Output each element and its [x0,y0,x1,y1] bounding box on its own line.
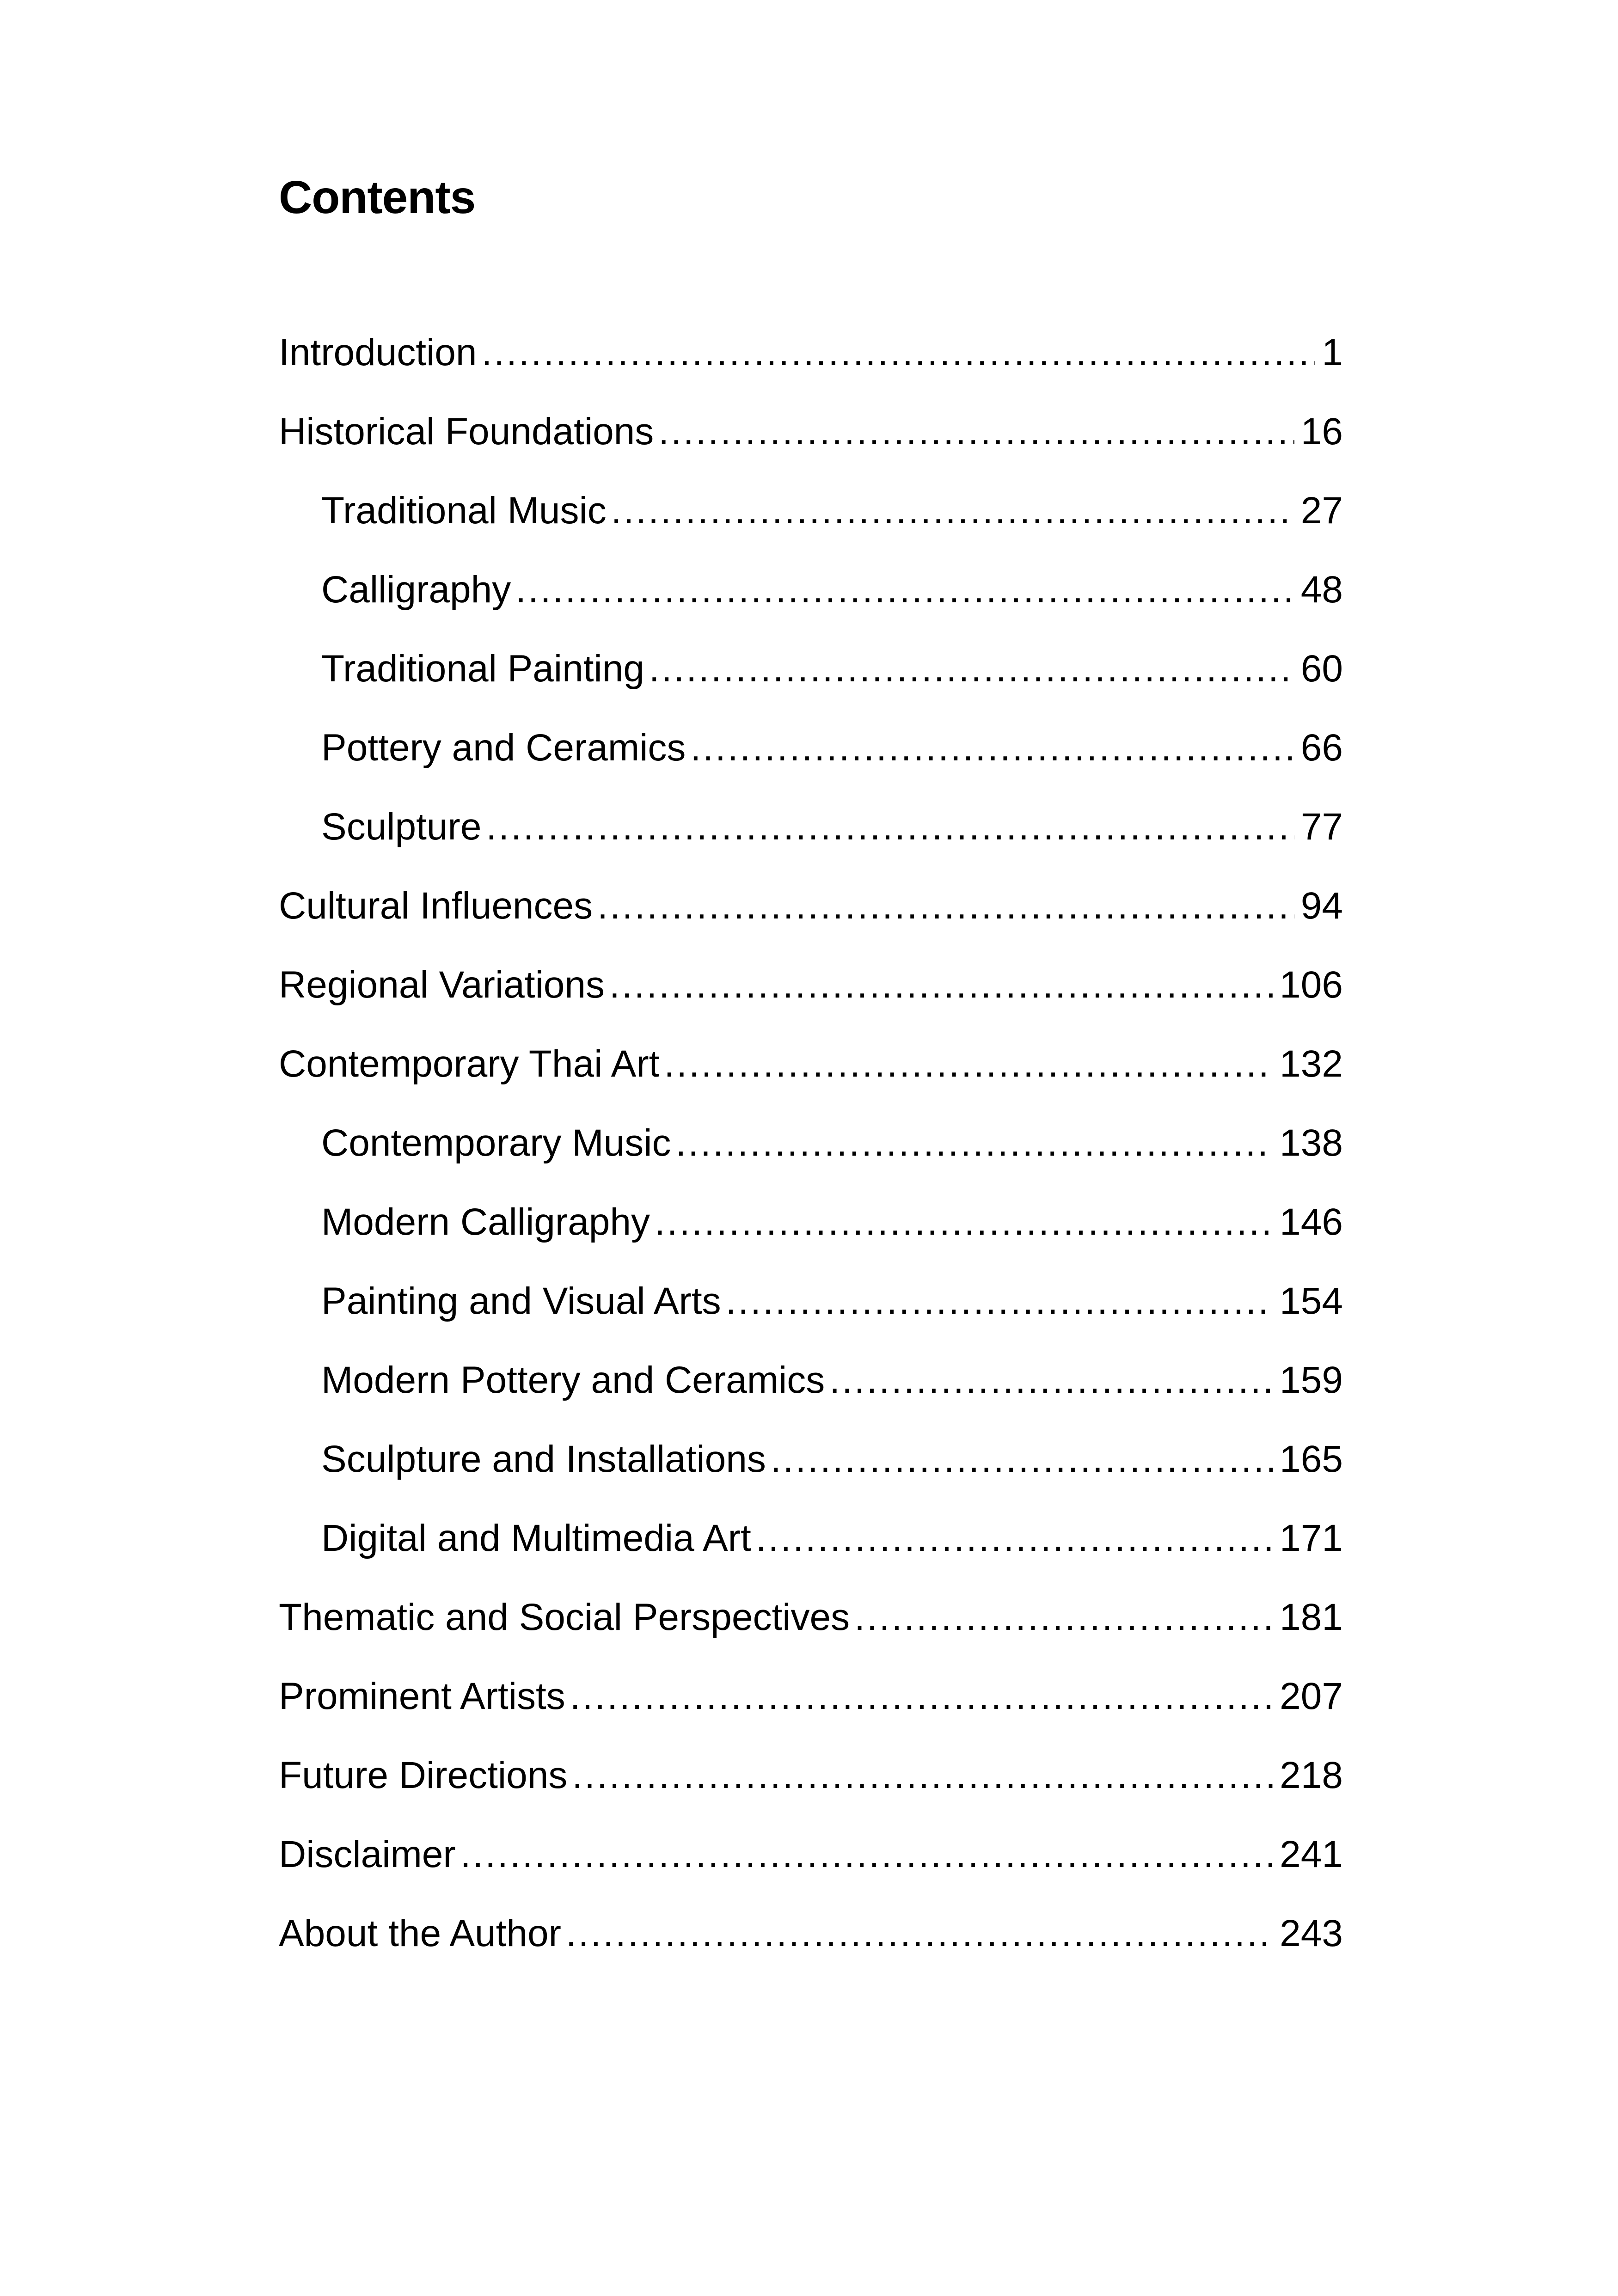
dot-leader [690,718,1294,778]
toc-subentry[interactable] [279,481,1343,560]
toc-subentry[interactable] [279,1508,1343,1587]
toc-entry-title: Traditional Painting [321,648,644,690]
toc-entry-page-number: 154 [1280,1280,1343,1322]
dot-leader [597,876,1294,936]
toc-entry-title: Traditional Music [321,490,607,532]
toc-entry-title: Modern Pottery and Ceramics [321,1359,825,1401]
toc-entry-title: Future Directions [279,1754,568,1796]
toc-entry-title: Prominent Artists [279,1675,565,1717]
toc-entry-title: Contemporary Thai Art [279,1043,660,1085]
toc-subentry[interactable] [279,1429,1343,1508]
toc-entry-page-number: 146 [1280,1201,1343,1243]
toc-entry-page-number: 243 [1280,1912,1343,1954]
toc-entry-title: Sculpture and Installations [321,1438,766,1480]
toc-subentry[interactable] [279,1350,1343,1429]
dot-leader [664,1034,1273,1094]
toc-entry[interactable] [279,955,1343,1034]
dot-leader [566,1904,1273,1964]
toc-entry-title: Calligraphy [321,569,511,611]
toc-entry-title: Cultural Influences [279,885,593,927]
toc-entry-title: Pottery and Ceramics [321,727,686,769]
toc-subentry[interactable] [279,1192,1343,1271]
toc-entry[interactable] [279,1034,1343,1113]
dot-leader [756,1508,1273,1568]
dot-leader [460,1825,1273,1885]
dot-leader [482,323,1316,383]
dot-leader [515,560,1294,620]
toc-entry-page-number: 1 [1322,331,1343,373]
toc-entry[interactable] [279,1904,1343,1983]
dot-leader [572,1745,1273,1806]
table-of-contents [279,323,1343,1983]
toc-entry-title: Disclaimer [279,1833,456,1875]
toc-entry-page-number: 27 [1300,490,1343,532]
toc-entry-page-number: 16 [1300,410,1343,453]
toc-entry-page-number: 77 [1300,806,1343,848]
toc-entry-page-number: 132 [1280,1043,1343,1085]
dot-leader [570,1666,1273,1727]
toc-entry-title: Thematic and Social Perspectives [279,1596,850,1638]
dot-leader [609,955,1273,1015]
toc-entry-title: Painting and Visual Arts [321,1280,721,1322]
toc-entry-page-number: 207 [1280,1675,1343,1717]
toc-entry-page-number: 66 [1300,727,1343,769]
toc-entry-title: Regional Variations [279,964,605,1006]
toc-entry-page-number: 48 [1300,569,1343,611]
toc-subentry[interactable] [279,718,1343,797]
toc-entry-page-number: 159 [1280,1359,1343,1401]
toc-entry[interactable] [279,1666,1343,1745]
toc-entry-page-number: 94 [1300,885,1343,927]
toc-entry-title: Sculpture [321,806,482,848]
dot-leader [771,1429,1273,1489]
dot-leader [854,1587,1273,1647]
dot-leader [829,1350,1273,1410]
toc-entry-title: Contemporary Music [321,1122,671,1164]
dot-leader [726,1271,1274,1331]
toc-entry-page-number: 181 [1280,1596,1343,1638]
dot-leader [658,402,1294,462]
toc-subentry[interactable] [279,797,1343,876]
toc-entry-page-number: 171 [1280,1517,1343,1559]
dot-leader [611,481,1294,541]
dot-leader [655,1192,1273,1252]
toc-subentry[interactable] [279,1113,1343,1192]
contents-heading: Contents [279,171,476,223]
toc-entry-title: Historical Foundations [279,410,654,453]
toc-entry-page-number: 60 [1300,648,1343,690]
toc-entry[interactable] [279,1745,1343,1825]
toc-entry-title: Introduction [279,331,477,373]
toc-entry-title: Modern Calligraphy [321,1201,650,1243]
toc-entry-page-number: 138 [1280,1122,1343,1164]
toc-subentry[interactable] [279,1271,1343,1350]
dot-leader [675,1113,1273,1173]
dot-leader [486,797,1294,857]
toc-entry[interactable] [279,876,1343,955]
toc-subentry[interactable] [279,560,1343,639]
dot-leader [649,639,1294,699]
toc-entry-title: Digital and Multimedia Art [321,1517,751,1559]
toc-entry[interactable] [279,1825,1343,1904]
toc-entry-page-number: 106 [1280,964,1343,1006]
toc-entry[interactable] [279,323,1343,402]
toc-entry-page-number: 218 [1280,1754,1343,1796]
toc-entry-page-number: 241 [1280,1833,1343,1875]
toc-entry[interactable] [279,402,1343,481]
toc-entry[interactable] [279,1587,1343,1666]
toc-entry-title: About the Author [279,1912,561,1954]
toc-entry-page-number: 165 [1280,1438,1343,1480]
toc-subentry[interactable] [279,639,1343,718]
